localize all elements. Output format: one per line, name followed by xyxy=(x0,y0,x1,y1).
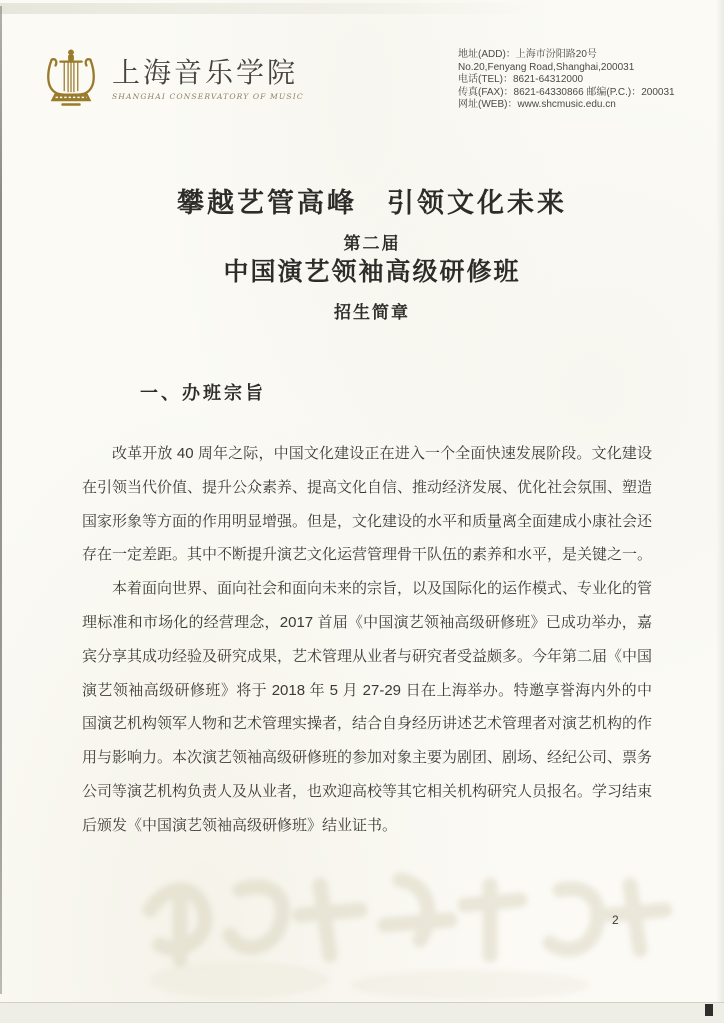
scan-edge-right xyxy=(716,0,724,1023)
conservatory-en-name: SHANGHAI CONSERVATORY OF MUSIC xyxy=(112,92,304,101)
bleed-through-ghost xyxy=(120,855,680,1005)
doc-type-label: 招生简章 xyxy=(334,303,410,322)
scan-edge-bottom-band xyxy=(0,1003,724,1023)
contact-web: 网址(WEB)：www.shcmusic.edu.cn xyxy=(458,99,616,111)
page-number: 2 xyxy=(612,913,619,927)
slogan-title: 攀越艺管高峰 引领文化未来 xyxy=(177,188,567,218)
conservatory-cn-name: 上海音乐学院 xyxy=(112,56,299,89)
contact-address-cn: 地址(ADD)：上海市汾阳路20号 xyxy=(458,49,597,60)
paragraph: 本着面向世界、面向社会和面向未来的宗旨，以及国际化的运作模式、专业化的管理标准和市场化的经营理念，2017 首届《中国演艺领袖高级研修班》已成功举办，嘉宾分享其成功经验及研究成果，艺术管理从业者与研究者受益颇多。今年第二届《中国演艺领袖高级研修班》将于 2018 年 5 月 27-29 日在上海举办。特邀享誉海内外的中国演艺机构领军人物和艺术管理实操者，结合自身经历讲述艺术管理者对演艺机构的作用与影响力。本次演艺领袖高级研修班的参加对象主要为剧团、剧场、经纪公司、票务公司等演艺机构负责人及从业者，也欢迎高校等其它相关机构研究人员报名。学习结束后颁发《中国演艺领袖高级研修班》结业证书。 xyxy=(82,580,653,834)
scan-edge-left xyxy=(0,6,2,994)
scan-edge-top xyxy=(0,3,540,14)
paragraph: 改革开放 40 周年之际，中国文化建设正在进入一个全面快速发展阶段。文化建设在引领当代价值、提升公众素养、提高文化自信、推动经济发展、优化社会氛围、塑造国家形象等方面的作用明显增强。但是，文化建设的水平和质量离全面建成小康社会还存在一定差距。其中不断提升演艺文化运营管理骨干队伍的素养和水平，是关键之一。 xyxy=(82,445,653,564)
lyre-emblem-icon xyxy=(42,48,100,112)
program-title: 中国演艺领袖高级研修班 xyxy=(223,258,521,286)
session-label: 第二届 xyxy=(343,234,401,253)
contact-fax-postcode: 传真(FAX)：8621-64330866 邮编(P.C.)：200031 xyxy=(458,86,675,98)
logo-names xyxy=(112,56,342,101)
scan-corner-mark xyxy=(705,1004,713,1016)
section-heading: 一、办班宗旨 xyxy=(140,383,266,403)
contact-tel: 电话(TEL)：8621-64312000 xyxy=(458,74,584,86)
body-text xyxy=(82,437,652,843)
contact-block xyxy=(458,49,716,112)
contact-address-en: No.20,Fenyang Road,Shanghai,200031 xyxy=(458,61,635,73)
